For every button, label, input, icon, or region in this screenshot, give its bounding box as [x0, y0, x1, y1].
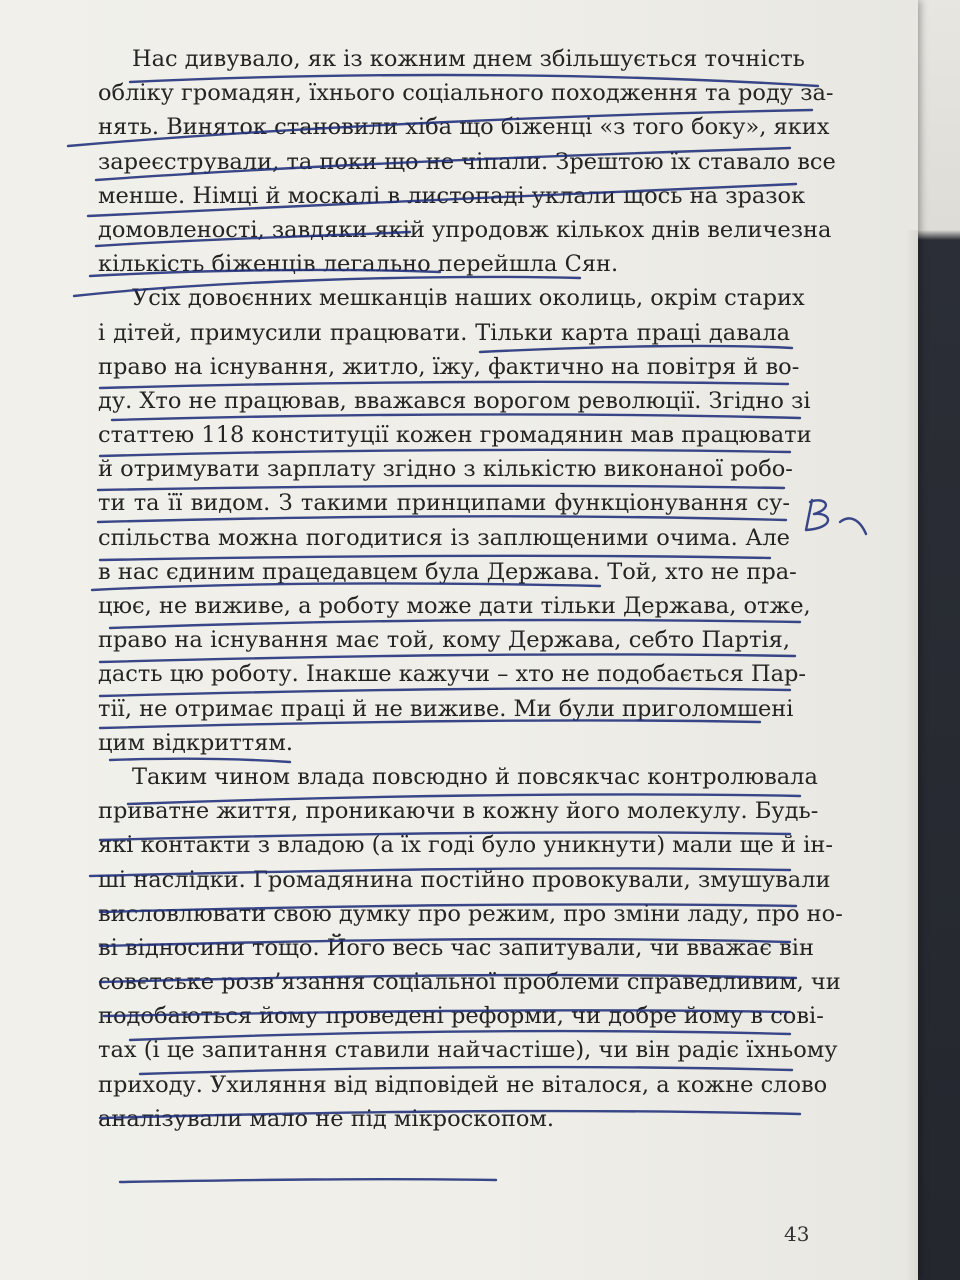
text-line: тах (і це запитання ставили найчастіше), чи він радіє їхньому: [98, 1037, 838, 1064]
paragraph-2: [98, 281, 812, 760]
text-line: тії, не отримає праці й не виживе. Ми були приголомшені: [98, 695, 794, 722]
text-line: в нас єдиним працедавцем була Держава. Той, хто не пра-: [98, 558, 797, 585]
text-line: домовленості, завдяки якій упродовж кількох днів величезна: [98, 216, 832, 243]
text-line: дасть цю роботу. Інакше кажучи – хто не подобається Пар-: [98, 661, 807, 688]
text-line: приходу. Ухиляння від відповідей не віталося, а кожне слово: [98, 1071, 828, 1098]
text-line: ду. Хто не працював, вважався ворогом революції. Згідно зі: [98, 387, 811, 414]
text-line: нять. Виняток становили хіба що біженці «з того боку», яких: [98, 114, 830, 141]
text-line: спільства можна погодитися із заплющеними очима. Але: [98, 524, 790, 551]
text-line: обліку громадян, їхнього соціального походження та роду за-: [98, 80, 834, 107]
text-line: Нас дивувало, як із кожним днем збільшується точність: [132, 46, 805, 72]
text-line: Таким чином влада повсюдно й повсякчас контролювала: [132, 763, 818, 790]
text-line: висловлювати свою думку про режим, про зміни ладу, про но-: [98, 900, 843, 927]
text-line: менше. Німці й москалі в листопаді уклали щось на зразок: [98, 182, 806, 209]
text-line: цим відкриттям.: [98, 729, 294, 756]
paragraph-3: [98, 760, 843, 1136]
text-line: подобаються йому проведені реформи, чи добре йому в сові-: [98, 1003, 824, 1030]
text-line: ві відносини тощо. Його весь час запитували, чи вважає він: [98, 934, 815, 961]
text-line: приватне життя, проникаючи в кожну його молекулу. Будь-: [98, 798, 819, 825]
text-line: зареєстрували, та поки що не чіпали. Зрештою їх ставало все: [98, 148, 836, 175]
body-text: [98, 42, 843, 1136]
text-line: Усіх довоєнних мешканців наших околиць, окрім старих: [132, 285, 805, 312]
text-line: право на існування, житло, їжу, фактично на повітря й во-: [98, 353, 800, 380]
text-line: кількість біженців легально перейшла Сян.: [98, 251, 619, 278]
text-line: право на існування має той, кому Держава, себто Партія,: [98, 627, 790, 654]
text-line: і дітей, примусили працювати. Тільки карта праці давала: [98, 319, 790, 346]
text-line: які контакти з владою (а їх годі було уникнути) мали ще й ін-: [98, 832, 833, 859]
text-line: й отримувати зарплату згідно з кількістю виконаної робо-: [98, 456, 793, 483]
text-line: совєтське розв’язання соціальної проблеми справедливим, чи: [98, 969, 841, 996]
text-line: цює, не виживе, а роботу може дати тільки Держава, отже,: [98, 593, 811, 619]
text-line: ші наслідки. Громадянина постійно провокували, змушували: [98, 866, 831, 893]
paragraph-1: [98, 42, 836, 281]
text-line: аналізували мало не під мікроскопом.: [98, 1105, 555, 1132]
text-line: ти та її видом. З такими принципами функціонування су-: [98, 490, 790, 517]
page-number: 43: [784, 1222, 810, 1246]
page-shadow-edge: [905, 230, 918, 1280]
text-line: статтею 118 конституції кожен громадянин мав працювати: [98, 422, 812, 449]
